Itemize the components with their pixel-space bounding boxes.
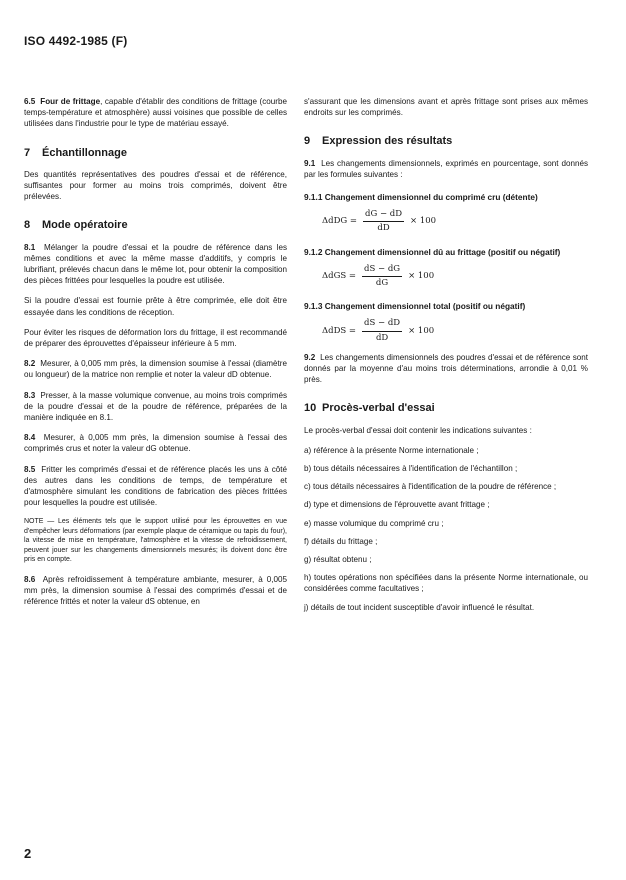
list-item: d) type et dimensions de l'éprouvette avant frittage ; [304,500,490,510]
paragraph-8-1-b: Si la poudre d'essai est fournie prête à être comprimée, elle doit être essayée dans les conditions de réception. [24,296,287,317]
note: NOTE — Les éléments tels que le support utilisé pour les éprouvettes en vue d'empêcher leurs déformations (par exemple plaque de céramique ou tapis du four), la vitesse de mise en température, l'atmosphère et la vitesse de refroidissement, peuvent jouer sur les changements dimensionnels mesurés; ils doivent donc être pris en compte. [24,518,287,564]
list-item: g) résultat obtenu ; [304,555,372,565]
paragraph-10: Le procès-verbal d'essai doit contenir les indications suivantes : [304,425,532,435]
paragraph-8-4: 8.4 Mesurer, à 0,005 mm près, la dimension soumise à l'essai des comprimés crus et noter la valeur dG obtenue. [24,433,287,454]
fraction: $\frac{dG - dD}{dD}$ [365,209,403,234]
section-9-heading: 9 Expression des résultats [304,135,453,148]
list-item: c) tous détails nécessaires à l'identification de la poudre de référence ; [304,482,557,492]
paragraph-6-5: 6.5 Four de frittage, capable d'établir des conditions de frittage (courbe temps-température et atmosphère) aussi voisines que possible de celles utilisées dans l'industrie pour le type de matériau essayé. [24,97,287,129]
heading-9-1-2: 9.1.2 Changement dimensionnel dû au frittage (positif ou négatif) [304,246,561,257]
heading-9-1-1: 9.1.1 Changement dimensionnel du comprimé cru (détente) [304,192,538,203]
paragraph-8-2: 8.2 Mesurer, à 0,005 mm près, la dimension soumise à l'essai (diamètre ou longueur) de la matrice non remplie et noter la valeur dD obtenue. [24,359,287,380]
section-7-heading: 7 Échantillonnage [24,146,127,159]
paragraph-9-1: 9.1 Les changements dimensionnels, exprimés en pourcentage, sont donnés par les formules suivantes : [304,158,589,179]
list-item: b) tous détails nécessaires à l'identification de l'échantillon ; [304,464,518,474]
paragraph-8-1: 8.1 Mélanger la poudre d'essai et la poudre de référence dans les mêmes conditions et avec la même masse d'additifs, y compris le lubrifiant, prélevés chacun dans le même lot, pour obtenir la composition des pièces frittées pour lesquelles la poudre est utilisée. [24,242,287,286]
paragraph-9-2: 9.2 Les changements dimensionnels des poudres d'essai et de référence sont donnés par la moyenne d'au moins trois déterminations, arrondie à 0,01 % près. [304,352,589,385]
list-item: a) référence à la présente Norme internationale ; [304,445,479,455]
paragraph-8-1-c: Pour éviter les risques de déformation lors du frittage, il est recommandé de préparer des éprouvettes d'épaisseur inférieure à 5 mm. [24,327,287,349]
list-item: j) détails de tout incident susceptible d'avoir influencé le résultat. [304,602,535,612]
section-10-heading: 10 Procès-verbal d'essai [304,402,435,415]
paragraph-8-5: 8.5 Fritter les comprimés d'essai et de référence placés les uns à côté des autres dans les conditions de temps, de température et d'atmosphère simulant les conditions de fabrication des pièces frittées pour lesquelles la poudre est utilisée. [24,464,287,508]
formula-green-change: ΔdDG = $\frac{dG - dD}{dD}$ × 100 [322,209,437,234]
formula-sintering-change: ΔdGS = $\frac{dS - dG}{dG}$ × 100 [322,263,435,289]
list-item: h) toutes opérations non spécifiées dans la présente Norme internationale, ou considérées comme facultatives ; [304,573,588,594]
right-column [304,96,588,620]
section-7-text: Des quantités représentatives des poudres d'essai et de référence, suffisantes pour former au moins trois comprimés, doivent être prélevées. [24,169,287,202]
document-header: ISO 4492-1985 (F) [24,34,128,48]
formula-total-change: ΔdDS = $\frac{dS - dD}{dD}$ × 100 [322,318,435,343]
paragraph-8-6-continued: s'assurant que les dimensions avant et après frittage sont prises aux mêmes endroits sur les comprimés. [304,97,588,118]
heading-9-1-3: 9.1.3 Changement dimensionnel total (positif ou négatif) [304,301,526,312]
page-number: 2 [24,846,32,861]
report-items-list [304,445,588,613]
fraction: $\frac{dS - dD}{dD}$ [364,318,401,343]
section-8-heading: 8 Mode opératoire [24,219,128,232]
list-item: e) masse volumique du comprimé cru ; [304,518,444,528]
paragraph-8-3: 8.3 Presser, à la masse volumique convenue, au moins trois comprimés de la poudre d'essai et de la poudre de référence, préparées de la manière indiquée en 8.1. [24,390,287,423]
left-column [24,96,287,616]
list-item: f) détails du frittage ; [304,536,378,546]
fraction: $\frac{dS - dG}{dG}$ [364,263,401,289]
paragraph-8-6: 8.6 Après refroidissement à température ambiante, mesurer, à 0,005 mm près, la dimension soumise à l'essai des comprimés d'essai et de référence frittés et noter la valeur dS obtenue, en [24,574,287,606]
